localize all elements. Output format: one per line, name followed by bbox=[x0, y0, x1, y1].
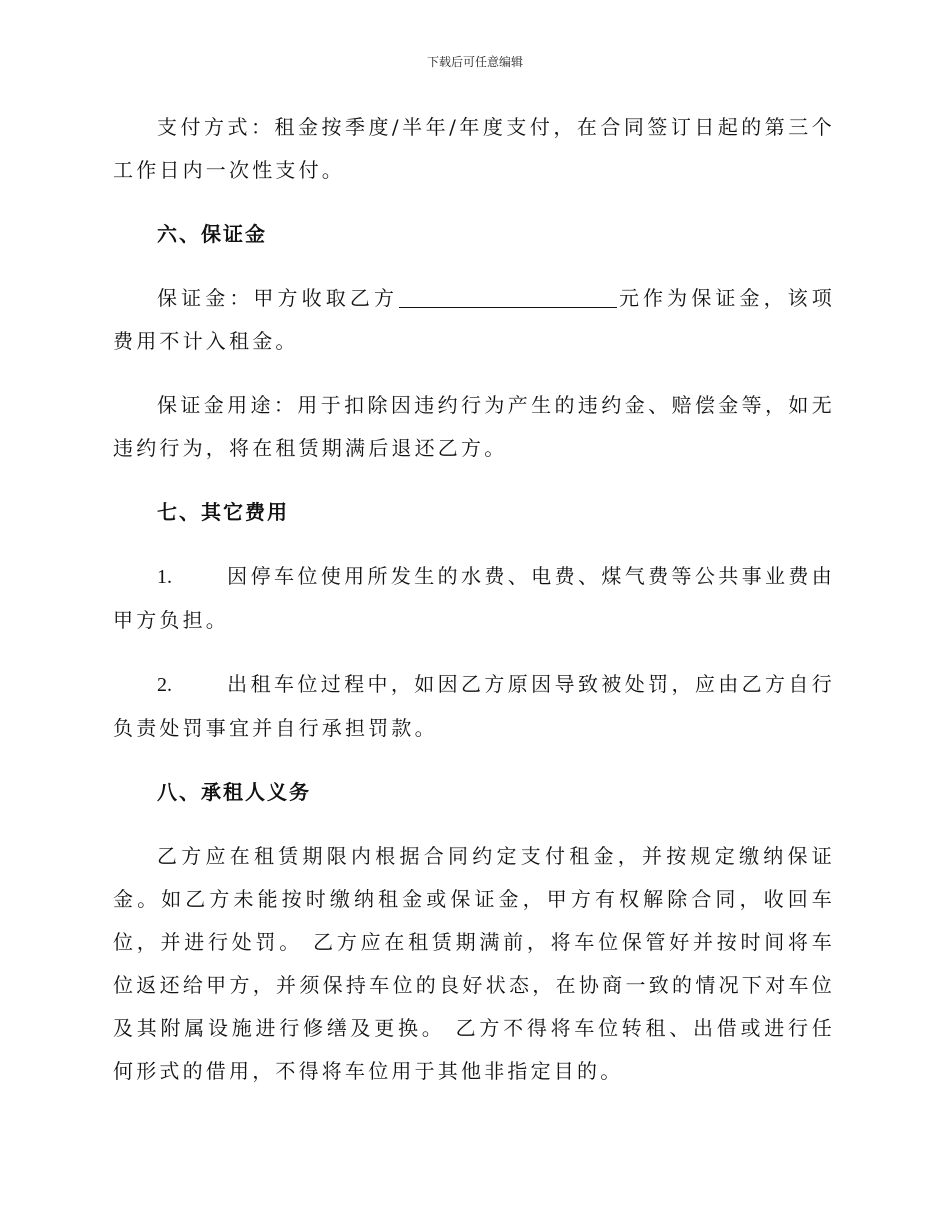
payment-method-paragraph: 支付方式：租金按季度/半年/年度支付，在合同签订日起的第三个工作日内一次性支付。 bbox=[113, 115, 835, 182]
item-number: 1. bbox=[157, 566, 172, 588]
section-heading-other-fees: 七、其它费用 bbox=[157, 500, 289, 524]
other-fees-item-1 bbox=[113, 555, 835, 642]
deposit-text-before-blank: 保证金：甲方收取乙方 bbox=[157, 286, 399, 310]
item-text: 出租车位过程中，如因乙方原因导致被处罚，应由乙方自行负责处罚事宜并自行承担罚款。 bbox=[113, 672, 835, 740]
item-text: 因停车位使用所发生的水费、电费、煤气费等公共事业费由甲方负担。 bbox=[113, 564, 835, 632]
item-number: 2. bbox=[157, 674, 172, 696]
deposit-usage-paragraph: 保证金用途：用于扣除因违约行为产生的违约金、赔偿金等，如无违约行为，将在租赁期满后退还乙方。 bbox=[113, 393, 835, 460]
deposit-amount-blank bbox=[399, 283, 617, 308]
page-header-note: 下载后可任意编辑 bbox=[426, 55, 523, 69]
section-heading-lessee-duties: 八、承租人义务 bbox=[157, 780, 311, 804]
lessee-duties-paragraph: 乙方应在租赁期限内根据合同约定支付租金，并按规定缴纳保证金。如乙方未能按时缴纳租金或保证金，甲方有权解除合同，收回车位，并进行处罚。 乙方应在租赁期满前，将车位保管好并按时间将车位返还给甲方，并须保持车位的良好状态，在协商一致的情况下对车位及其附属设施进行修缮及更换。 乙方不得将车位转租、出借或进行任何形式的借用，不得将车位用于其他非指定目的。 bbox=[113, 844, 835, 1083]
other-fees-item-2 bbox=[113, 663, 835, 750]
deposit-amount-paragraph bbox=[113, 277, 835, 363]
section-heading-deposit: 六、保证金 bbox=[157, 222, 267, 246]
deposit-text-after-blank: 元作为保证金，该项费用不计入租金。 bbox=[113, 286, 835, 353]
document-body bbox=[113, 106, 835, 1114]
